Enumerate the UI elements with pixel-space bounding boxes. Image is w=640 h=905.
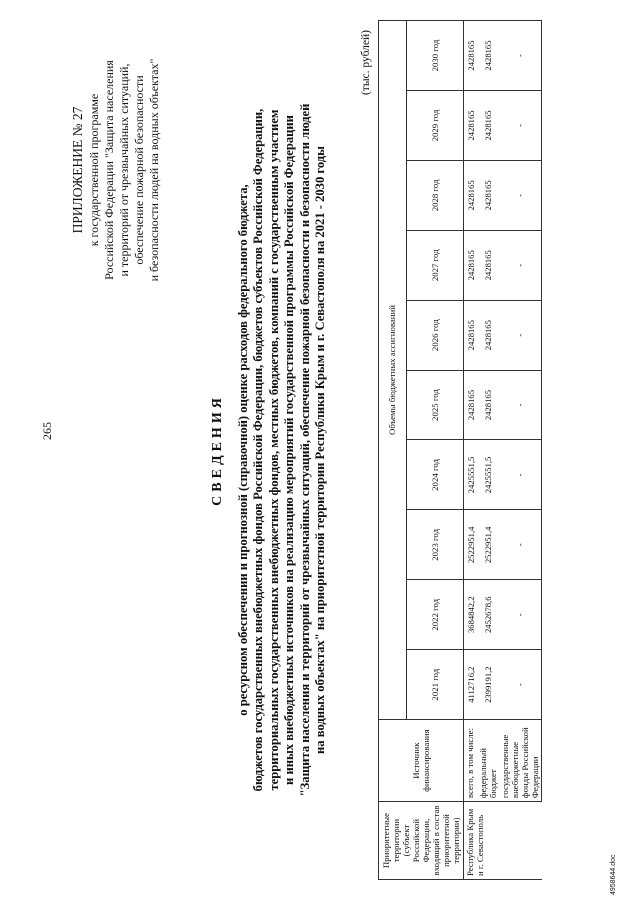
appendix-block: [70, 30, 162, 310]
value-cell: 2428165: [477, 160, 499, 230]
appendix-title: ПРИЛОЖЕНИЕ № 27: [70, 106, 85, 234]
value-cell: 2428165: [477, 21, 499, 91]
title-line: о ресурсном обеспечении и прогнозной (справочной) оценке расходов федерального бюджета,: [235, 184, 250, 716]
value-cell: 2428165: [464, 300, 478, 370]
value-cell: 2425551,5: [477, 440, 499, 510]
value-cell: 2425551,5: [464, 440, 478, 510]
header-volumes: Объемы бюджетных ассигнований: [379, 21, 407, 720]
value-cell: 3684842,2: [464, 580, 478, 650]
value-cell: -: [499, 91, 542, 161]
header-year: 2030 год: [406, 21, 463, 91]
appendix-line: и безопасности людей на водных объектах": [147, 58, 161, 282]
header-year: 2029 год: [406, 91, 463, 161]
appendix-line: и территорий от чрезвычайных ситуаций,: [117, 63, 131, 277]
value-cell: -: [499, 21, 542, 91]
value-cell: 2428165: [464, 21, 478, 91]
value-cell: 2428165: [464, 230, 478, 300]
header-year: 2022 год: [406, 580, 463, 650]
budget-table: [378, 20, 542, 880]
header-source: Источник финансирования: [379, 720, 464, 802]
header-year: 2023 год: [406, 510, 463, 580]
value-cell: 2428165: [477, 230, 499, 300]
header-year: 2024 год: [406, 440, 463, 510]
header-year: 2021 год: [406, 650, 463, 720]
value-cell: 2428165: [477, 91, 499, 161]
value-cell: 2428165: [477, 370, 499, 440]
value-cell: -: [499, 230, 542, 300]
title-line: "Защита населения и территорий от чрезвычайных ситуаций, обеспечение пожарной безопасности и безопасности людей: [297, 103, 312, 797]
value-cell: -: [499, 440, 542, 510]
source-cell: всего, в том числе:: [464, 720, 478, 802]
document-title: [210, 30, 329, 870]
appendix-line: обеспечение пожарной безопасности: [132, 75, 146, 265]
value-cell: 2399191,2: [477, 650, 499, 720]
header-year: 2027 год: [406, 230, 463, 300]
value-cell: 2428165: [464, 160, 478, 230]
landscape-page: [60, 10, 620, 890]
title-line: и иных внебюджетных источников на реализацию мероприятий государственной программы Российской Федерации: [282, 115, 296, 785]
territory-cell: Республика Крым и г. Севастополь: [464, 802, 542, 880]
value-cell: -: [499, 650, 542, 720]
value-cell: 2428165: [464, 91, 478, 161]
source-cell: федеральный бюджет: [477, 720, 499, 802]
table-row: [477, 21, 499, 880]
title-line: территориальных государственных внебюджетных фондов, местных бюджетов, компаний с государственным участием: [266, 109, 281, 791]
value-cell: 2522951,4: [464, 510, 478, 580]
page-number: 265: [40, 422, 54, 440]
value-cell: -: [499, 510, 542, 580]
header-year: 2025 год: [406, 370, 463, 440]
value-cell: 4112716,2: [464, 650, 478, 720]
header-year: 2028 год: [406, 160, 463, 230]
value-cell: -: [499, 160, 542, 230]
units-label: (тыс. рублей): [360, 30, 372, 96]
document-id: 4958644.doc: [610, 854, 617, 895]
value-cell: -: [499, 300, 542, 370]
appendix-line: к государственной программе: [87, 93, 101, 247]
value-cell: 2452678,6: [477, 580, 499, 650]
value-cell: 2428165: [464, 370, 478, 440]
table-row: [464, 21, 478, 880]
value-cell: 2522951,4: [477, 510, 499, 580]
title-line: бюджетов государственных внебюджетных фондов Российской Федерации, бюджетов субъектов Российской Федерации,: [251, 108, 265, 792]
header-territory: Приоритетные территории (субъект Российской Федерации, входящий в состав приоритетной территории): [379, 802, 464, 880]
appendix-line: Российской Федерации "Защита населения: [102, 60, 116, 280]
value-cell: -: [499, 580, 542, 650]
header-year: 2026 год: [406, 300, 463, 370]
source-cell: государственные внебюджетные фонды Российской Федерации: [499, 720, 542, 802]
table-row: [499, 21, 542, 880]
heading: СВЕДЕНИЯ: [210, 394, 225, 506]
title-line: на водных объектах" на приоритетной территории Республики Крым и г. Севастополя на 2021 - 2030 годы: [313, 146, 327, 754]
value-cell: -: [499, 370, 542, 440]
value-cell: 2428165: [477, 300, 499, 370]
